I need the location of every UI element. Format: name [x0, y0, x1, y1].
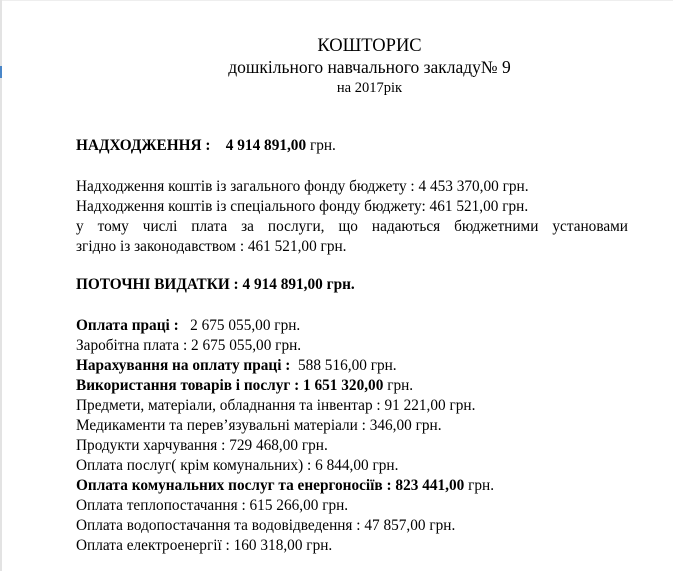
expenses-heading [76, 276, 355, 294]
document-year: на 2017рік [336, 80, 403, 96]
document-title: КОШТОРИС [317, 36, 422, 56]
income-including-line1: у тому числі плата за послуги, що надаються бюджетними установами [76, 218, 628, 235]
accruals-label: Нарахування на оплату праці : [76, 357, 291, 374]
services-line: Оплата послуг( крім комунальних) : 6 844,00 грн. [76, 457, 399, 474]
income-amount: 4 914 891,00 [225, 137, 307, 154]
goods-label: Використання товарів і послуг : 1 651 320,00 [76, 377, 384, 394]
income-unit: грн. [309, 137, 336, 154]
income-label: НАДХОДЖЕННЯ : [76, 137, 211, 154]
document-subtitle: дошкільного навчального закладу№ 9 [228, 57, 511, 77]
medicine-line: Медикаменти та перев’язувальні матеріали : 346,00 грн. [76, 417, 442, 434]
electricity-line: Оплата електроенергії : 160 318,00 грн. [76, 537, 333, 554]
utilities-label: Оплата комунальних послуг та енергоносіїв : 823 441,00 [76, 477, 465, 494]
equipment-line: Предмети, матеріали, обладнання та інвентар : 91 221,00 грн. [76, 397, 476, 414]
water-line: Оплата водопостачання та водовідведення : 47 857,00 грн. [76, 517, 456, 534]
salary-line: Заробітна плата : 2 675 055,00 грн. [76, 337, 302, 354]
expenses-label: ПОТОЧНІ ВИДАТКИ : [76, 276, 239, 293]
labor-line [76, 317, 300, 335]
page-top-edge [0, 0, 673, 1]
labor-value: 2 675 055,00 грн. [190, 317, 301, 334]
goods-line [76, 377, 413, 395]
goods-unit: грн. [387, 377, 414, 394]
accruals-line [76, 357, 397, 375]
income-general-fund: Надходження коштів із загального фонду бюджету : 4 453 370,00 грн. [76, 178, 529, 195]
heating-line: Оплата теплопостачання : 615 266,00 грн. [76, 497, 349, 514]
income-special-fund: Надходження коштів із спеціального фонду бюджету: 461 521,00 грн. [76, 198, 529, 215]
income-including-line2: згідно із законодавством : 461 521,00 грн. [76, 238, 347, 255]
food-line: Продукти харчування : 729 468,00 грн. [76, 437, 328, 454]
accruals-value: 588 516,00 грн. [298, 357, 397, 374]
income-heading [76, 137, 336, 155]
labor-label: Оплата праці : [76, 317, 179, 334]
utilities-line [76, 477, 494, 495]
document-header [0, 36, 673, 98]
expenses-amount: 4 914 891,00 грн. [242, 276, 355, 293]
utilities-unit: грн. [468, 477, 495, 494]
